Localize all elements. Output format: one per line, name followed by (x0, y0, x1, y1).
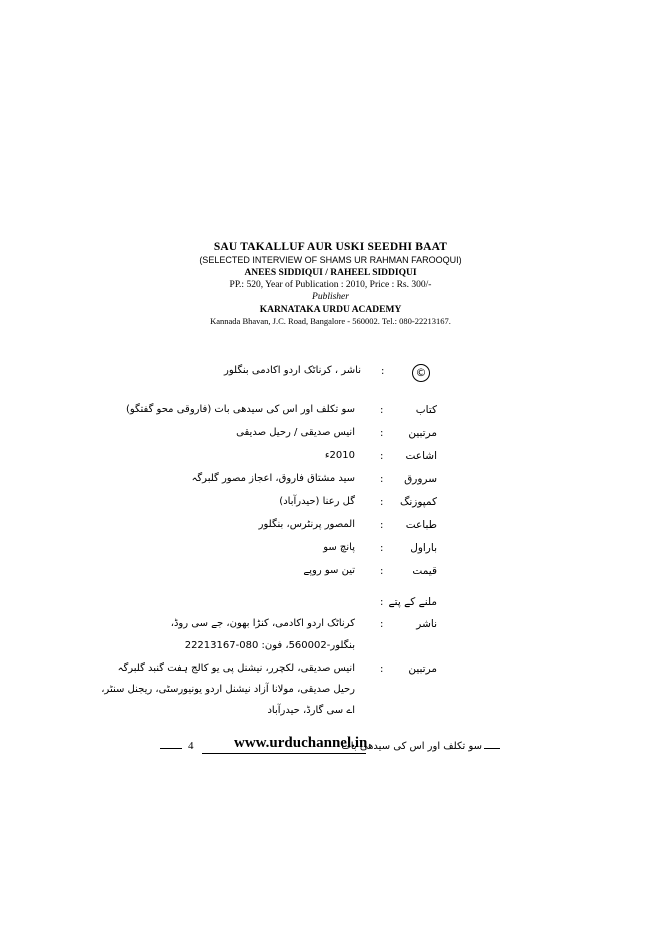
footer-book-title: سو تکلف اور اس کی سیدھی بات (341, 741, 482, 752)
contacts-colon: : (380, 597, 384, 608)
detail-label: طباعت (405, 519, 437, 531)
detail-label: باراول (410, 542, 437, 554)
footer-rule-left (160, 748, 182, 749)
footer-rule-middle (202, 753, 366, 754)
detail-colon: : (380, 497, 384, 508)
publisher-label: Publisher (312, 292, 349, 303)
copyright-colon: : (381, 366, 385, 377)
contact-publisher-label: ناشر (416, 618, 437, 630)
detail-value: انیس صدیقی / رحیل صدیقی (236, 427, 355, 438)
contact-editors-line: انیس صدیقی، لکچرر، نیشنل پی یو کالج ہفت گنبد گلبرگہ (117, 663, 355, 674)
footer-rule-right (484, 748, 500, 749)
publication-info: PP.: 520, Year of Publication : 2010, Price : Rs. 300/- (229, 279, 432, 290)
detail-label: کتاب (415, 404, 437, 416)
page-number: 4 (188, 740, 194, 752)
website-link[interactable]: www.urduchannel.in (234, 735, 368, 751)
contact-editors-line: اے سی گارڈ، حیدرآباد (267, 705, 355, 716)
contact-colon: : (380, 664, 384, 675)
publisher-address: Kannada Bhavan, J.C. Road, Bangalore - 560002. Tel.: 080-22213167. (210, 316, 451, 326)
detail-label: قیمت (412, 565, 437, 577)
detail-label: مرتبین (408, 427, 437, 439)
detail-value: سو تکلف اور اس کی سیدھی بات (فاروقی محو گفتگو) (125, 404, 355, 415)
detail-value: سید مشتاق فاروق، اعجاز مصور گلبرگہ (191, 473, 355, 484)
detail-colon: : (380, 428, 384, 439)
detail-colon: : (380, 451, 384, 462)
detail-value: 2010ء (324, 450, 355, 461)
contact-colon: : (380, 619, 384, 630)
page-footer (160, 735, 500, 760)
detail-label: سرورق (404, 473, 437, 485)
contact-publisher-line: کرناٹک اردو اکادمی، کنڑا بھون، جے سی روڈ، (170, 618, 355, 629)
contact-publisher-line: بنگلور-560002، فون: 080-22213167 (184, 640, 355, 651)
book-title-english: SAU TAKALLUF AUR USKI SEEDHI BAAT (213, 241, 448, 253)
detail-value: پانچ سو (323, 542, 355, 553)
detail-value: المصور پرنٹرس، بنگلور (258, 519, 355, 530)
detail-value: تین سو روپے (303, 565, 355, 576)
contacts-heading: ملنے کے پتے (388, 596, 437, 608)
contact-editors-label: مرتبین (408, 663, 437, 675)
detail-colon: : (380, 474, 384, 485)
imprint-header (0, 240, 661, 327)
detail-colon: : (380, 543, 384, 554)
contact-editors-line: رحیل صدیقی، مولانا آزاد نیشنل اردو یونیورسٹی، ریجنل سنٹر، (101, 684, 355, 695)
book-subtitle: (SELECTED INTERVIEW OF SHAMS UR RAHMAN FAROOQUI) (199, 254, 462, 265)
detail-label: اشاعت (405, 450, 437, 462)
detail-value: گل رعنا (حیدرآباد) (279, 496, 355, 507)
detail-colon: : (380, 405, 384, 416)
authors: ANEES SIDDIQUI / RAHEEL SIDDIQUI (244, 267, 417, 278)
detail-label: کمپوزنگ (399, 496, 437, 508)
publisher-name: KARNATAKA URDU ACADEMY (259, 304, 402, 315)
copyright-text: ناشر ، کرناٹک اردو اکادمی بنگلور (224, 365, 361, 376)
detail-colon: : (380, 520, 384, 531)
copyright-icon: © (412, 364, 430, 382)
detail-colon: : (380, 566, 384, 577)
